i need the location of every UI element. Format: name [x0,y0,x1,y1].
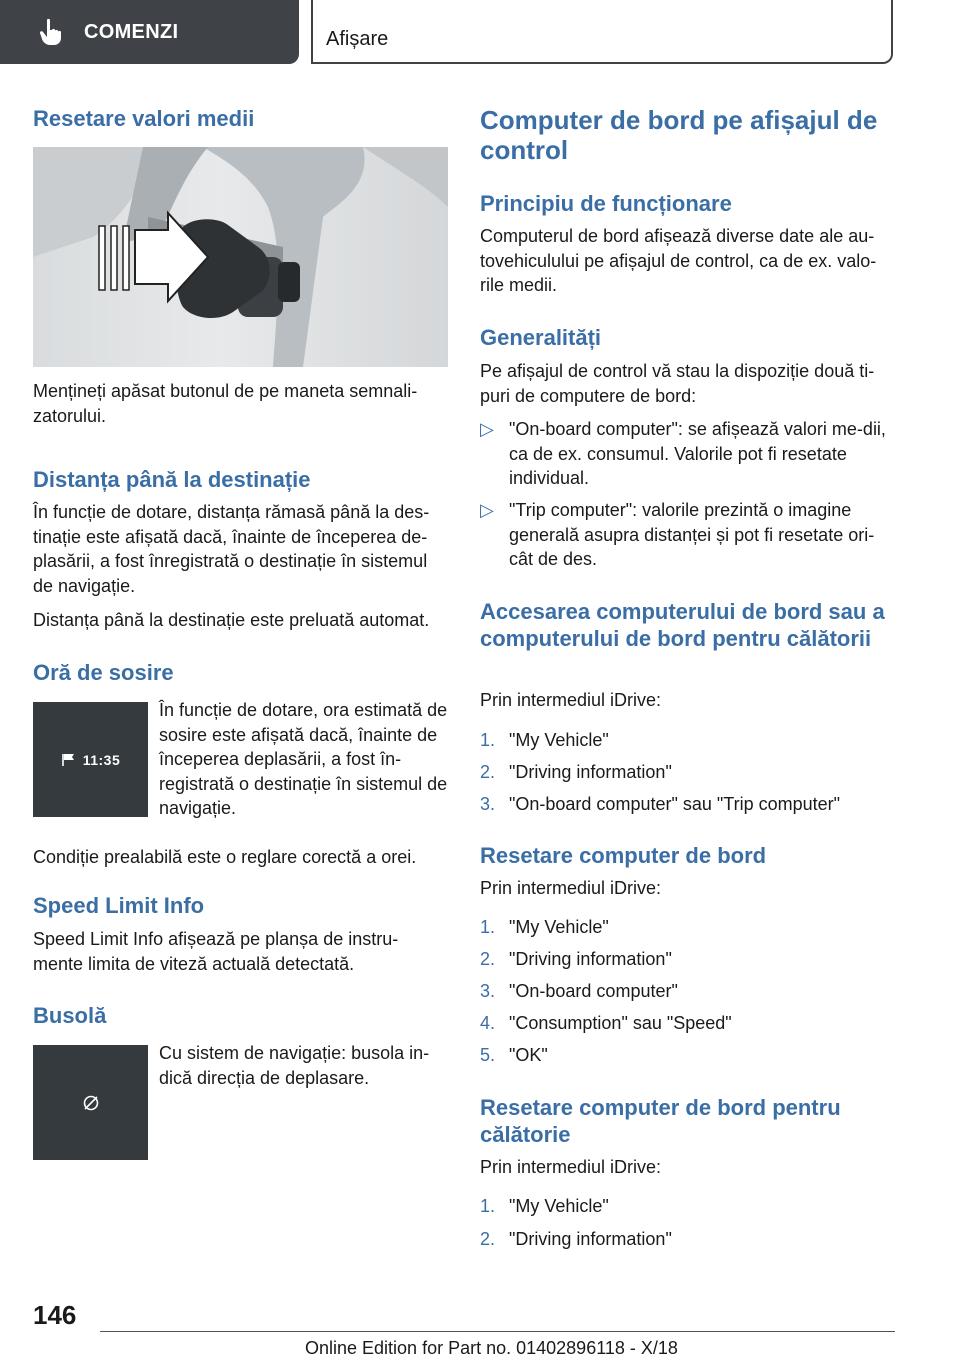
step-number: 1. [480,1196,496,1216]
onboard-computer-heading: Computer de bord pe afișajul de control [480,105,878,165]
page-number: 146 [33,1300,77,1330]
step-number: 1. [480,730,496,750]
distance-text-1: În funcție de dotare, distanța rămasă până la des-tinație este afișată dacă, înainte de începerea de-plasării, a fost înregistrată o destinație în sistemul de navigație. [33,502,430,596]
arrival-time-heading: Oră de sosire [33,660,174,685]
step-text: "My Vehicle" [509,1196,609,1216]
step-text: "On-board computer" sau "Trip computer" [509,794,841,814]
bullet-arrow-icon: ▷ [480,419,494,439]
turn-signal-lever-photo [33,147,448,367]
principle-text: Computerul de bord afișează diverse date ale au-tovehiculului pe afișajul de control, ca de ex. valo-rile medii. [480,226,877,295]
chapter-label: Afișare [326,28,389,50]
step-text: "On-board computer" [509,981,678,1001]
reset-trip-intro: Prin intermediul iDrive: [480,1157,662,1177]
step-text: "Driving information" [509,1229,672,1249]
footer-divider [100,1331,895,1332]
step-number: 2. [480,1229,496,1249]
arrival-time-display [33,702,148,817]
chapter-header [311,0,893,64]
arrival-time-text: În funcție de dotare, ora estimată de sosire este afișată dacă, înainte de începerea deplasării, a fost în-registrată o destinație în sistemul de navigație. [159,700,448,818]
step-text: "OK" [509,1045,548,1065]
section-label: COMENZI [84,20,179,43]
destination-flag-icon [61,753,77,767]
bullet-arrow-icon: ▷ [480,500,494,520]
step-number: 4. [480,1013,496,1033]
access-heading: Accesarea computerului de bord sau a computerului de bord pentru călătorii [480,599,885,651]
section-tab [0,0,299,64]
distance-text-2: Distanța până la destinație este preluată automat. [33,610,430,630]
arrival-time-value: 11:35 [82,751,121,768]
reset-trip-heading: Resetare computer de bord pentru călătorie [480,1095,841,1147]
step-number: 3. [480,981,496,1001]
reset-averages-heading: Resetare valori medii [33,106,255,131]
principle-heading: Principiu de funcționare [480,191,732,216]
general-text: Pe afișajul de control vă stau la dispoziție două ti-puri de computere de bord: [480,361,875,406]
compass-display [33,1045,148,1160]
general-heading: Generalități [480,325,602,350]
reset-onboard-heading: Resetare computer de bord [480,843,767,868]
speed-limit-heading: Speed Limit Info [33,893,205,918]
step-text: "Driving information" [509,762,672,782]
step-number: 2. [480,762,496,782]
step-number: 3. [480,794,496,814]
distance-heading: Distanța până la destinație [33,467,311,492]
compass-icon [82,1094,100,1112]
edition-note: Online Edition for Part no. 01402896118 - X/18 [305,1338,678,1358]
access-intro: Prin intermediul iDrive: [480,690,662,710]
step-text: "My Vehicle" [509,730,609,750]
turn-signal-lever-illustration [33,147,448,367]
compass-heading: Busolă [33,1003,107,1028]
step-text: "Consumption" sau "Speed" [509,1013,732,1033]
speed-limit-text: Speed Limit Info afișează pe planșa de instru-mente limita de viteză actuală detectată. [33,929,399,974]
reset-averages-text: Mențineți apăsat butonul de pe maneta semnali-zatorului. [33,381,418,426]
arrival-time-condition: Condiție prealabilă este o reglare corectă a orei. [33,847,417,867]
step-text: "Driving information" [509,949,672,969]
step-number: 2. [480,949,496,969]
step-number: 5. [480,1045,496,1065]
reset-onboard-intro: Prin intermediul iDrive: [480,878,662,898]
step-number: 1. [480,917,496,937]
step-text: "My Vehicle" [509,917,609,937]
bullet-text: "On-board computer": se afișează valori me-dii, ca de ex. consumul. Valorile pot fi resetate individual. [509,419,886,488]
bullet-text: "Trip computer": valorile prezintă o imagine generală asupra distanței și pot fi resetate ori-cât de des. [509,500,875,569]
compass-text: Cu sistem de navigație: busola in-dică direcția de deplasare. [159,1043,430,1088]
pointing-hand-icon [38,18,64,46]
